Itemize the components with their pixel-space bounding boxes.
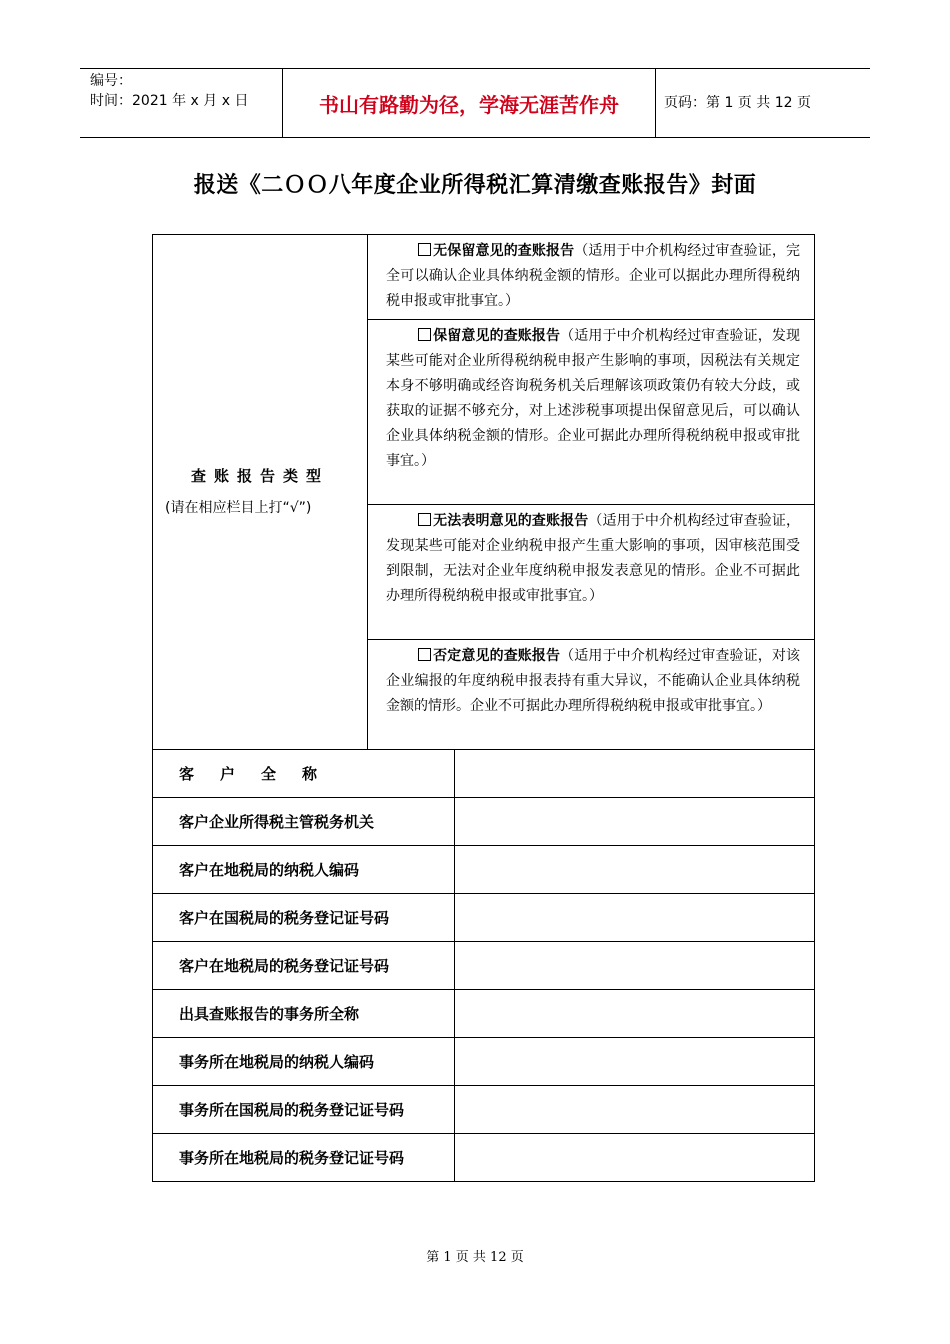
report-type-cell	[153, 235, 368, 750]
header-meta	[90, 71, 280, 111]
option-qualified-desc: （适用于中介机构经过审查验证，发现某些可能对企业所得税纳税申报产生影响的事项，因税法有关规定本身不够明确或经咨询税务机关后理解该项政策仍有较大分歧，或获取的证据不够充分，对上述涉税事项提出保留意见后，可以确认企业具体纳税金额的情形。企业可据此办理所得税纳税申报或审批事宜。）	[386, 328, 801, 469]
field-input-firm-local-reg-no[interactable]	[455, 1134, 815, 1182]
report-cover-table	[152, 234, 815, 1182]
checkbox-disclaimer[interactable]	[418, 513, 431, 526]
field-label-firm-name: 出具查账报告的事务所全称	[153, 990, 455, 1038]
option-disclaimer-desc: （适用于中介机构经过审查验证，发现某些可能对企业纳税申报产生重大影响的事项，因审核范围受到限制，无法对企业年度纳税申报发表意见的情形。企业不可据此办理所得税纳税申报或审批事宜。）	[386, 513, 801, 604]
field-input-client-local-taxpayer-code[interactable]	[455, 846, 815, 894]
field-label-client-name: 客户全称	[153, 750, 455, 798]
checkbox-unqualified[interactable]	[418, 243, 431, 256]
field-input-client-national-reg-no[interactable]	[455, 894, 815, 942]
option-disclaimer	[368, 505, 815, 640]
field-label-firm-local-taxpayer-code: 事务所在地税局的纳税人编码	[153, 1038, 455, 1086]
field-label-firm-local-reg-no: 事务所在地税局的税务登记证号码	[153, 1134, 455, 1182]
option-qualified-name: 保留意见的查账报告	[433, 328, 561, 344]
checkbox-adverse[interactable]	[418, 648, 431, 661]
field-input-client-name[interactable]	[455, 750, 815, 798]
option-adverse	[368, 640, 815, 750]
field-label-client-local-taxpayer-code: 客户在地税局的纳税人编码	[153, 846, 455, 894]
field-label-client-national-reg-no: 客户在国税局的税务登记证号码	[153, 894, 455, 942]
option-unqualified	[368, 235, 815, 320]
field-label-client-local-reg-no: 客户在地税局的税务登记证号码	[153, 942, 455, 990]
document-title: 报送《二ＯＯ八年度企业所得税汇算清缴查账报告》封面	[193, 173, 757, 198]
report-type-label: 查账报告类型	[190, 466, 329, 485]
field-input-client-local-reg-no[interactable]	[455, 942, 815, 990]
option-qualified	[368, 320, 815, 505]
field-input-tax-authority[interactable]	[455, 798, 815, 846]
field-label-tax-authority: 客户企业所得税主管税务机关	[153, 798, 455, 846]
field-input-firm-local-taxpayer-code[interactable]	[455, 1038, 815, 1086]
document-number-label: 编号：	[90, 73, 132, 89]
field-input-firm-name[interactable]	[455, 990, 815, 1038]
field-label-firm-national-reg-no: 事务所在国税局的税务登记证号码	[153, 1086, 455, 1134]
option-unqualified-name: 无保留意见的查账报告	[433, 243, 575, 259]
option-disclaimer-name: 无法表明意见的查账报告	[433, 513, 589, 529]
option-adverse-name: 否定意见的查账报告	[433, 648, 561, 664]
page-header	[80, 68, 870, 138]
header-page-info: 页码：第 1 页 共 12 页	[664, 95, 811, 111]
page-footer: 第 1 页 共 12 页	[426, 1250, 524, 1265]
header-motto: 书山有路勤为径，学海无涯苦作舟	[282, 69, 656, 137]
checkbox-qualified[interactable]	[418, 328, 431, 341]
option-adverse-desc: （适用于中介机构经过审查验证，对该企业编报的年度纳税申报表持有重大异议，不能确认企业具体纳税金额的情形。企业不可据此办理所得税纳税申报或审批事宜。）	[386, 648, 801, 714]
report-type-hint: (请在相应栏目上打“√”)	[165, 499, 312, 516]
field-input-firm-national-reg-no[interactable]	[455, 1086, 815, 1134]
document-time-label: 时间：2021 年 x 月 x 日	[90, 93, 249, 109]
option-unqualified-desc: （适用于中介机构经过审查验证，完全可以确认企业具体纳税金额的情形。企业可以据此办理所得税纳税申报或审批事宜。）	[386, 243, 801, 309]
